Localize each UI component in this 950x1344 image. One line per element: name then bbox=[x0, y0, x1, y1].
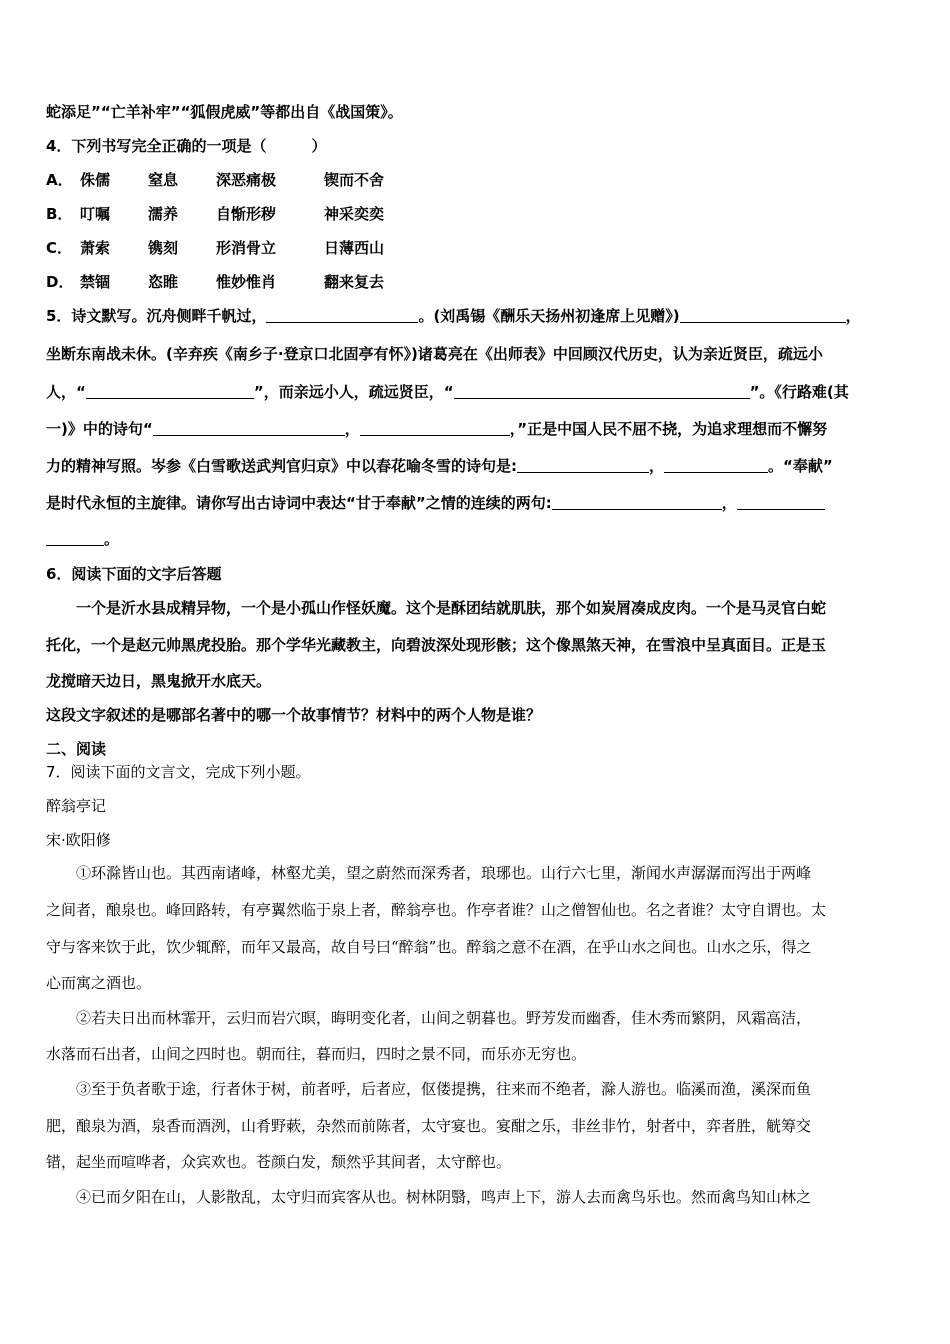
answer-blank[interactable] bbox=[664, 456, 768, 473]
essay-line: ③至于负者歌于途，行者休于树，前者呼，后者应，伛偻提携，往来而不绝者，滁人游也。临溪而渔，溪深而鱼 bbox=[76, 1080, 812, 1098]
text-segment: 。 bbox=[104, 530, 120, 548]
essay-line: 心而寓之酒也。 bbox=[46, 974, 152, 992]
question-5-line-3 bbox=[46, 381, 908, 403]
text-segment: ，”正是中国人民不屈不挠，为追求理想而不懈努 bbox=[509, 420, 828, 438]
essay-line: 水落而石出者，山间之四时也。朝而往，暮而归，四时之景不同，而乐亦无穷也。 bbox=[46, 1045, 587, 1063]
question-4-stem: 4．下列书写完全正确的一项是（ ） bbox=[46, 137, 327, 155]
essay-line: ②若夫日出而林霏开，云归而岩穴暝，晦明变化者，山间之朝暮也。野芳发而幽香，佳木秀而繁阴，风霜高洁， bbox=[76, 1009, 812, 1027]
question-6-prompt: 这段文字叙述的是哪部名著中的哪一个故事情节？材料中的两个人物是谁？ bbox=[46, 706, 542, 724]
text-segment: 。(刘禹锡《酬乐天扬州初逢席上见赠》) bbox=[418, 307, 680, 325]
essay-title: 醉翁亭记 bbox=[46, 797, 107, 815]
option-word: 窒息 bbox=[148, 171, 179, 189]
essay-author: 宋·欧阳修 bbox=[46, 831, 111, 849]
answer-blank[interactable] bbox=[517, 456, 649, 473]
option-c bbox=[46, 237, 908, 259]
text-segment: 是时代永恒的主旋律。请你写出古诗词中表达“甘于奉献”之情的连续的两句: bbox=[46, 494, 552, 512]
question-5-line-5 bbox=[46, 455, 908, 477]
option-word: 神采奕奕 bbox=[324, 205, 385, 223]
section-heading: 二、阅读 bbox=[46, 740, 107, 758]
option-word: 惟妙惟肖 bbox=[216, 273, 277, 291]
option-word: 深恶痛极 bbox=[216, 171, 277, 189]
question-5-line-4 bbox=[46, 418, 908, 440]
question-7-stem: 7．阅读下面的文言文，完成下列小题。 bbox=[46, 763, 311, 781]
option-word: 恣睢 bbox=[148, 273, 179, 291]
essay-line: 错，起坐而喧哗者，众宾欢也。苍颜白发，颓然乎其间者，太守醉也。 bbox=[46, 1153, 512, 1171]
option-word: 自惭形秽 bbox=[216, 205, 277, 223]
question-5-line-7 bbox=[46, 528, 908, 550]
question-6-stem: 6．阅读下面的文字后答题 bbox=[46, 565, 222, 583]
text-segment: 。“奉献” bbox=[768, 457, 833, 475]
answer-blank[interactable] bbox=[46, 529, 104, 546]
essay-line: 守与客来饮于此，饮少辄醉，而年又最高，故自号曰“醉翁”也。醉翁之意不在酒，在乎山水之间也。山水之乐，得之 bbox=[46, 938, 812, 956]
essay-line: ①环滁皆山也。其西南诸峰，林壑尤美，望之蔚然而深秀者，琅琊也。山行六七里，渐闻水声潺潺而泻出于两峰 bbox=[76, 864, 812, 882]
text-segment: ”。《行路难(其 bbox=[749, 383, 849, 401]
option-word: 镌刻 bbox=[148, 239, 179, 257]
question-5-line-2: 坐断东南战未休。(辛弃疾《南乡子·登京口北固亭有怀》)诸葛亮在《出师表》中回顾汉代历史，认为亲近贤臣，疏远小 bbox=[46, 345, 823, 363]
answer-blank[interactable] bbox=[266, 306, 418, 323]
answer-blank[interactable] bbox=[360, 419, 510, 436]
text-segment: ， bbox=[344, 420, 360, 438]
option-a bbox=[46, 169, 908, 191]
option-label: C． bbox=[46, 239, 73, 257]
answer-blank[interactable] bbox=[86, 382, 254, 399]
option-label: B． bbox=[46, 205, 73, 223]
text-segment: ， bbox=[721, 494, 737, 512]
answer-blank[interactable] bbox=[153, 419, 345, 436]
option-word: 锲而不舍 bbox=[324, 171, 385, 189]
essay-line: 之间者，酿泉也。峰回路转，有亭翼然临于泉上者，醉翁亭也。作亭者谁？山之僧智仙也。名之者谁？太守自谓也。太 bbox=[46, 901, 827, 919]
text-segment: 一)》中的诗句“ bbox=[46, 420, 153, 438]
option-word: 萧索 bbox=[80, 239, 111, 257]
option-label: D． bbox=[46, 273, 74, 291]
question-5-line-6 bbox=[46, 492, 908, 514]
option-word: 形消骨立 bbox=[216, 239, 277, 257]
essay-line: 肥，酿泉为酒，泉香而酒洌，山肴野蔌，杂然而前陈者，太守宴也。宴酣之乐，非丝非竹，射者中，弈者胜，觥筹交 bbox=[46, 1117, 812, 1135]
option-d bbox=[46, 271, 908, 293]
option-word: 侏儒 bbox=[80, 171, 111, 189]
option-word: 禁锢 bbox=[80, 273, 111, 291]
answer-blank[interactable] bbox=[737, 493, 825, 510]
passage-line: 一个是沂水县成精异物，一个是小孤山作怪妖魔。这个是酥团结就肌肤，那个如炭屑凑成皮肉。一个是马灵官白蛇 bbox=[76, 599, 827, 617]
text-line: 蛇添足”“亡羊补牢”“狐假虎威”等都出自《战国策》。 bbox=[46, 103, 403, 121]
option-word: 翻来复去 bbox=[324, 273, 385, 291]
text-segment: 力的精神写照。岑参《白雪歌送武判官归京》中以春花喻冬雪的诗句是: bbox=[46, 457, 518, 475]
option-word: 濡养 bbox=[148, 205, 179, 223]
essay-line: ④已而夕阳在山，人影散乱，太守归而宾客从也。树林阴翳，鸣声上下，游人去而禽鸟乐也。然而禽鸟知山林之 bbox=[76, 1188, 812, 1206]
option-label: A． bbox=[46, 171, 73, 189]
option-word: 叮嘱 bbox=[80, 205, 111, 223]
text-segment: 5．诗文默写。沉舟侧畔千帆过， bbox=[46, 307, 267, 325]
passage-line: 托化，一个是赵元帅黑虎投胎。那个学华光藏教主，向碧波深处现形骸；这个像黑煞天神，在雪浪中呈真面目。正是玉 bbox=[46, 636, 827, 654]
text-segment: ， bbox=[845, 307, 861, 325]
text-segment: ”，而亲远小人，疏远贤臣，“ bbox=[253, 383, 454, 401]
question-5-line-1 bbox=[46, 305, 908, 327]
answer-blank[interactable] bbox=[680, 306, 846, 323]
option-word: 日薄西山 bbox=[324, 239, 385, 257]
answer-blank[interactable] bbox=[552, 493, 722, 510]
passage-line: 龙搅暗天边日，黑鬼掀开水底天。 bbox=[46, 672, 272, 690]
text-segment: ， bbox=[649, 457, 665, 475]
text-segment: 人，“ bbox=[46, 383, 86, 401]
answer-blank[interactable] bbox=[454, 382, 750, 399]
option-b bbox=[46, 203, 908, 225]
